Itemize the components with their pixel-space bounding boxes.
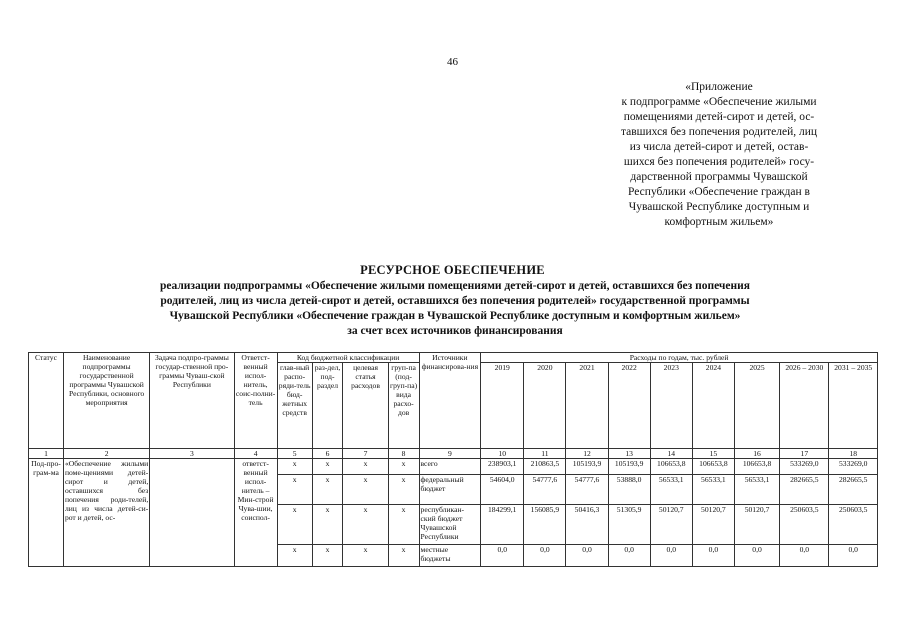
appendix-line: Чувашской Республике доступным и [628,201,810,213]
appendix-line: Республики «Обеспечение граждан в [628,186,810,198]
header-budget-code: Код бюджетной классификации [277,353,419,363]
task-cell [150,459,234,567]
column-number: 16 [734,449,779,459]
subtitle-line: реализации подпрограммы «Обеспечение жилыми помещениями детей-сирот и детей, оставшихся без попечения [160,280,750,292]
appendix-line: помещениями детей-сирот и детей, ос- [623,111,815,123]
status-cell: Под-про-грам-ма [29,459,64,567]
header-status: Статус [29,353,64,449]
column-number: 5 [277,449,312,459]
value-cell: 0,0 [780,545,829,567]
value-cell: 533269,0 [829,459,878,475]
column-number: 2 [63,449,149,459]
value-cell: 105193,9 [566,459,608,475]
appendix-line: тавшихся без попечения родителей, лиц [620,126,818,138]
code-cell: x [343,545,388,567]
code-cell: x [312,459,343,475]
value-cell: 50120,7 [650,505,692,545]
value-cell: 0,0 [692,545,734,567]
column-number: 11 [524,449,566,459]
header-code-target: целевая статья расходов [343,363,388,449]
code-cell: x [388,545,419,567]
responsible-cell: ответст-венный испол-нитель – Мин-строй Чува-шии, соиспол- [234,459,277,567]
appendix-line: шихся без попечения родителей» госу- [623,156,815,168]
header-task: Задача подпро-граммы государ-ственной про-граммы Чуваш-ской Республики [150,353,234,449]
code-cell: x [312,475,343,505]
value-cell: 50416,3 [566,505,608,545]
source-cell: местные бюджеты [419,545,481,567]
header-code-main: глав-ный распо-ряди-тель бюд-жетных средств [277,363,312,449]
header-year: 2023 [650,363,692,449]
value-cell: 106653,8 [692,459,734,475]
header-year: 2031 – 2035 [829,363,878,449]
code-cell: x [277,545,312,567]
column-number: 7 [343,449,388,459]
appendix-line: дарственной программы Чувашской [630,171,808,183]
value-cell: 106653,8 [734,459,779,475]
code-cell: x [343,475,388,505]
value-cell: 54604,0 [481,475,524,505]
value-cell: 184299,1 [481,505,524,545]
header-year: 2024 [692,363,734,449]
value-cell: 250603,5 [829,505,878,545]
header-year: 2020 [524,363,566,449]
code-cell: x [312,505,343,545]
value-cell: 50120,7 [734,505,779,545]
value-cell: 50120,7 [692,505,734,545]
code-cell: x [388,459,419,475]
code-cell: x [343,505,388,545]
appendix-line: к подпрограмме «Обеспечение жилыми [621,96,817,108]
value-cell: 238903,1 [481,459,524,475]
value-cell: 106653,8 [650,459,692,475]
value-cell: 282665,5 [829,475,878,505]
column-number: 6 [312,449,343,459]
appendix-line: «Приложение [685,81,753,93]
column-number: 9 [419,449,481,459]
value-cell: 53888,0 [608,475,650,505]
value-cell: 250603,5 [780,505,829,545]
code-cell: x [277,459,312,475]
name-cell: «Обеспечение жилыми поме-щениями детей-сирот и детей, оставшихся без попечения роди-телей, лиц из числа детей-си-рот и детей, ос- [63,459,149,567]
column-number: 10 [481,449,524,459]
value-cell: 156085,9 [524,505,566,545]
value-cell: 51305,9 [608,505,650,545]
code-cell: x [277,475,312,505]
header-code-section: раз-дел, под-раздел [312,363,343,449]
header-year: 2019 [481,363,524,449]
value-cell: 0,0 [566,545,608,567]
code-cell: x [388,475,419,505]
column-number: 15 [692,449,734,459]
resource-table [28,352,878,567]
subtitle-line: Чувашской Республики «Обеспечение граждан в Чувашской Республике доступным и комфортным жильем» [169,310,741,322]
page-number: 46 [447,56,458,68]
header-code-group: груп-па (под-груп-па) вида расхо-дов [388,363,419,449]
value-cell: 0,0 [524,545,566,567]
column-number: 18 [829,449,878,459]
column-number: 13 [608,449,650,459]
subtitle-line: родителей, лиц из числа детей-сирот и детей, оставшихся без попечения родителей» государственной программы [160,295,750,307]
column-number: 12 [566,449,608,459]
column-number-row [29,449,878,459]
document-subtitle [60,279,850,339]
code-cell: x [388,505,419,545]
value-cell: 54777,6 [524,475,566,505]
appendix-note [574,80,864,230]
value-cell: 282665,5 [780,475,829,505]
value-cell: 105193,9 [608,459,650,475]
column-number: 3 [150,449,234,459]
value-cell: 54777,6 [566,475,608,505]
subtitle-line: за счет всех источников финансирования [347,325,563,337]
code-cell: x [312,545,343,567]
column-number: 17 [780,449,829,459]
column-number: 8 [388,449,419,459]
header-expenses: Расходы по годам, тыс. рублей [481,353,878,363]
header-sources: Источники финансирова-ния [419,353,481,449]
value-cell: 0,0 [608,545,650,567]
header-year: 2026 – 2030 [780,363,829,449]
appendix-line: из числа детей-сирот и детей, остав- [629,141,809,153]
value-cell: 56533,1 [692,475,734,505]
code-cell: x [277,505,312,545]
source-cell: всего [419,459,481,475]
column-number: 14 [650,449,692,459]
value-cell: 0,0 [829,545,878,567]
header-year: 2021 [566,363,608,449]
table-row [29,459,878,475]
header-name: Наименование подпрограммы государственной программы Чувашской Республики, основного мероприятия [63,353,149,449]
value-cell: 56533,1 [650,475,692,505]
value-cell: 56533,1 [734,475,779,505]
appendix-line: комфортным жильем» [664,216,774,228]
value-cell: 533269,0 [780,459,829,475]
source-cell: республикан-ский бюджет Чувашской Республики [419,505,481,545]
value-cell: 210863,5 [524,459,566,475]
value-cell: 0,0 [734,545,779,567]
header-responsible: Ответст-венный испол-нитель, соис-полни-тель [234,353,277,449]
code-cell: x [343,459,388,475]
column-number: 4 [234,449,277,459]
source-cell: федеральный бюджет [419,475,481,505]
column-number: 1 [29,449,64,459]
value-cell: 0,0 [481,545,524,567]
value-cell: 0,0 [650,545,692,567]
header-year: 2025 [734,363,779,449]
header-year: 2022 [608,363,650,449]
document-title: РЕСУРСНОЕ ОБЕСПЕЧЕНИЕ [360,263,545,277]
